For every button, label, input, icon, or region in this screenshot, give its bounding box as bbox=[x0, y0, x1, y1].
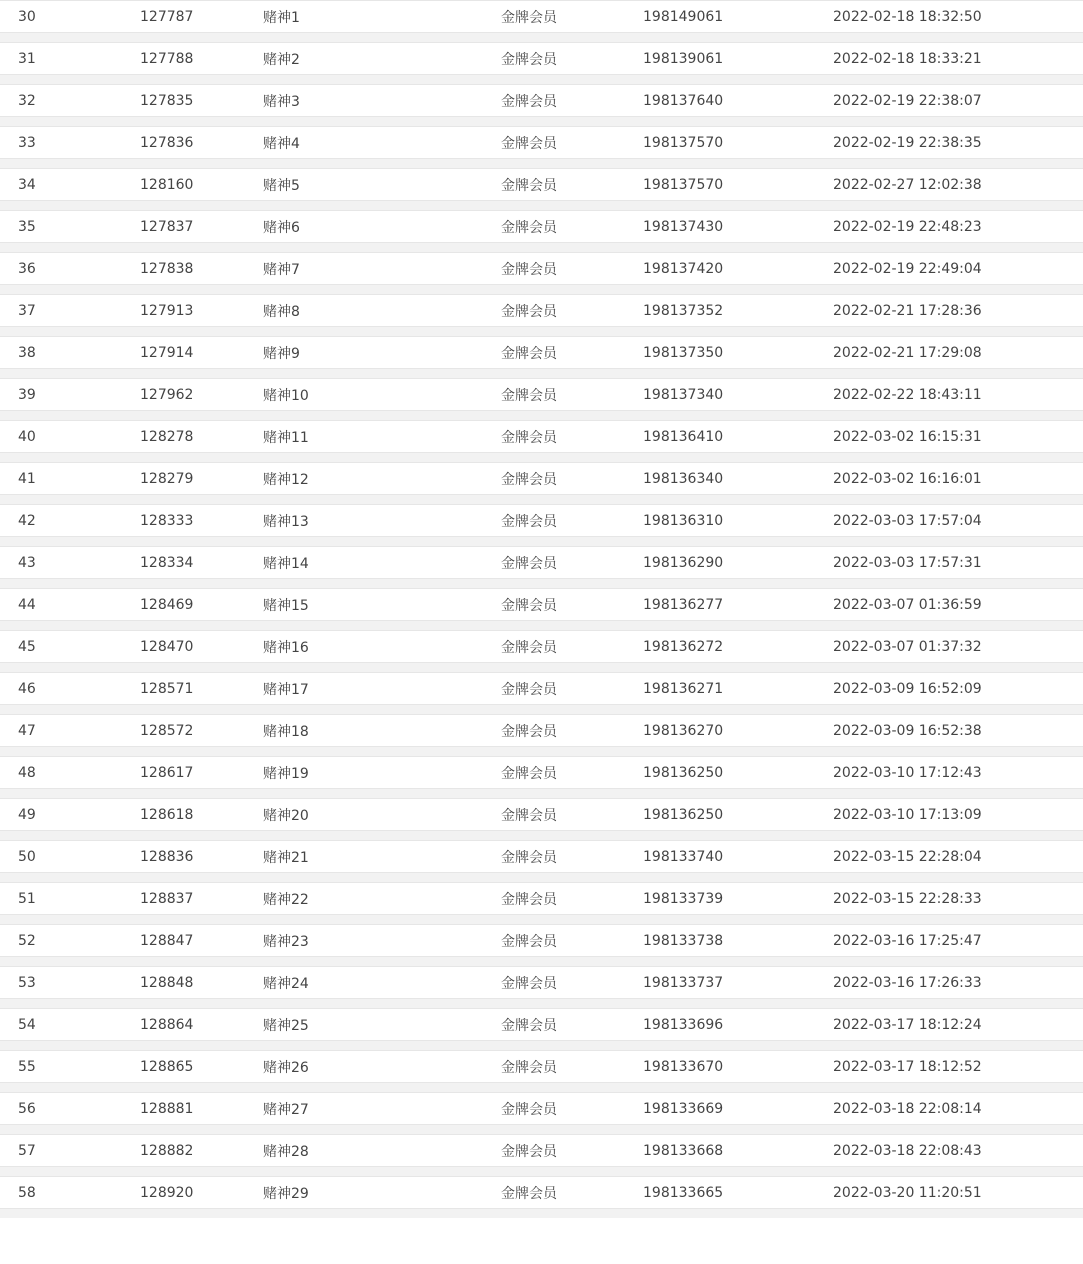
row-index-cell: 45 bbox=[0, 631, 140, 663]
timestamp-cell: 2022-03-09 16:52:09 bbox=[833, 673, 1083, 705]
member-level-cell: 金牌会员 bbox=[501, 1, 643, 33]
user-id-cell: 127835 bbox=[140, 85, 263, 117]
amount-cell: 198136270 bbox=[643, 715, 833, 747]
username-cell: 赌神24 bbox=[263, 967, 501, 999]
row-separator bbox=[0, 621, 1083, 631]
timestamp-cell: 2022-03-15 22:28:04 bbox=[833, 841, 1083, 873]
user-id-cell: 128333 bbox=[140, 505, 263, 537]
table-row bbox=[0, 925, 1083, 957]
row-separator-cell bbox=[0, 999, 1083, 1009]
member-level-cell: 金牌会员 bbox=[501, 253, 643, 285]
username-cell: 赌神1 bbox=[263, 1, 501, 33]
username-cell: 赌神13 bbox=[263, 505, 501, 537]
row-separator-cell bbox=[0, 1167, 1083, 1177]
member-level-cell: 金牌会员 bbox=[501, 925, 643, 957]
member-level-cell: 金牌会员 bbox=[501, 1177, 643, 1209]
row-separator bbox=[0, 327, 1083, 337]
user-id-cell: 128837 bbox=[140, 883, 263, 915]
amount-cell: 198133668 bbox=[643, 1135, 833, 1167]
row-separator-cell bbox=[0, 915, 1083, 925]
row-index-cell: 58 bbox=[0, 1177, 140, 1209]
user-id-cell: 128881 bbox=[140, 1093, 263, 1125]
table-row bbox=[0, 841, 1083, 873]
table-row bbox=[0, 505, 1083, 537]
row-separator bbox=[0, 75, 1083, 85]
member-level-cell: 金牌会员 bbox=[501, 211, 643, 243]
table-row bbox=[0, 421, 1083, 453]
amount-cell: 198136271 bbox=[643, 673, 833, 705]
username-cell: 赌神21 bbox=[263, 841, 501, 873]
user-id-cell: 127913 bbox=[140, 295, 263, 327]
table-row bbox=[0, 1, 1083, 33]
row-separator-cell bbox=[0, 705, 1083, 715]
amount-cell: 198133740 bbox=[643, 841, 833, 873]
amount-cell: 198139061 bbox=[643, 43, 833, 75]
username-cell: 赌神16 bbox=[263, 631, 501, 663]
member-level-cell: 金牌会员 bbox=[501, 379, 643, 411]
row-separator-cell bbox=[0, 75, 1083, 85]
amount-cell: 198136250 bbox=[643, 799, 833, 831]
timestamp-cell: 2022-03-02 16:15:31 bbox=[833, 421, 1083, 453]
table-row bbox=[0, 127, 1083, 159]
row-separator-cell bbox=[0, 243, 1083, 253]
table-row bbox=[0, 631, 1083, 663]
user-id-cell: 128920 bbox=[140, 1177, 263, 1209]
row-separator-cell bbox=[0, 789, 1083, 799]
table-row bbox=[0, 169, 1083, 201]
user-id-cell: 128278 bbox=[140, 421, 263, 453]
table-row bbox=[0, 1135, 1083, 1167]
user-id-cell: 127787 bbox=[140, 1, 263, 33]
member-level-cell: 金牌会员 bbox=[501, 547, 643, 579]
row-index-cell: 34 bbox=[0, 169, 140, 201]
member-level-cell: 金牌会员 bbox=[501, 1135, 643, 1167]
row-separator bbox=[0, 1167, 1083, 1177]
member-level-cell: 金牌会员 bbox=[501, 127, 643, 159]
amount-cell: 198133696 bbox=[643, 1009, 833, 1041]
table-row bbox=[0, 883, 1083, 915]
row-separator bbox=[0, 411, 1083, 421]
row-index-cell: 36 bbox=[0, 253, 140, 285]
table-row bbox=[0, 1009, 1083, 1041]
timestamp-cell: 2022-03-16 17:26:33 bbox=[833, 967, 1083, 999]
amount-cell: 198133737 bbox=[643, 967, 833, 999]
table-row bbox=[0, 337, 1083, 369]
row-index-cell: 44 bbox=[0, 589, 140, 621]
user-id-cell: 128865 bbox=[140, 1051, 263, 1083]
username-cell: 赌神11 bbox=[263, 421, 501, 453]
amount-cell: 198136310 bbox=[643, 505, 833, 537]
row-separator-cell bbox=[0, 201, 1083, 211]
username-cell: 赌神5 bbox=[263, 169, 501, 201]
user-id-cell: 127914 bbox=[140, 337, 263, 369]
timestamp-cell: 2022-03-07 01:37:32 bbox=[833, 631, 1083, 663]
timestamp-cell: 2022-03-16 17:25:47 bbox=[833, 925, 1083, 957]
row-separator bbox=[0, 453, 1083, 463]
member-level-cell: 金牌会员 bbox=[501, 1009, 643, 1041]
row-separator-cell bbox=[0, 117, 1083, 127]
user-id-cell: 127788 bbox=[140, 43, 263, 75]
table-row bbox=[0, 967, 1083, 999]
table-row bbox=[0, 547, 1083, 579]
row-separator-cell bbox=[0, 1125, 1083, 1135]
username-cell: 赌神17 bbox=[263, 673, 501, 705]
row-index-cell: 39 bbox=[0, 379, 140, 411]
username-cell: 赌神15 bbox=[263, 589, 501, 621]
row-separator bbox=[0, 1125, 1083, 1135]
row-separator bbox=[0, 915, 1083, 925]
row-index-cell: 52 bbox=[0, 925, 140, 957]
row-index-cell: 57 bbox=[0, 1135, 140, 1167]
table-row bbox=[0, 757, 1083, 789]
row-separator bbox=[0, 285, 1083, 295]
member-level-cell: 金牌会员 bbox=[501, 463, 643, 495]
user-id-cell: 127837 bbox=[140, 211, 263, 243]
row-index-cell: 43 bbox=[0, 547, 140, 579]
amount-cell: 198136277 bbox=[643, 589, 833, 621]
row-separator bbox=[0, 159, 1083, 169]
timestamp-cell: 2022-02-19 22:38:35 bbox=[833, 127, 1083, 159]
username-cell: 赌神20 bbox=[263, 799, 501, 831]
user-id-cell: 128617 bbox=[140, 757, 263, 789]
row-separator-cell bbox=[0, 327, 1083, 337]
timestamp-cell: 2022-03-10 17:13:09 bbox=[833, 799, 1083, 831]
row-separator bbox=[0, 537, 1083, 547]
timestamp-cell: 2022-03-03 17:57:04 bbox=[833, 505, 1083, 537]
member-level-cell: 金牌会员 bbox=[501, 673, 643, 705]
member-level-cell: 金牌会员 bbox=[501, 715, 643, 747]
row-separator bbox=[0, 663, 1083, 673]
user-id-cell: 127838 bbox=[140, 253, 263, 285]
row-separator-cell bbox=[0, 537, 1083, 547]
amount-cell: 198137420 bbox=[643, 253, 833, 285]
row-separator bbox=[0, 1209, 1083, 1219]
row-index-cell: 37 bbox=[0, 295, 140, 327]
row-separator bbox=[0, 201, 1083, 211]
row-separator bbox=[0, 1041, 1083, 1051]
user-id-cell: 128572 bbox=[140, 715, 263, 747]
row-index-cell: 53 bbox=[0, 967, 140, 999]
table-row bbox=[0, 253, 1083, 285]
table-row bbox=[0, 715, 1083, 747]
amount-cell: 198137430 bbox=[643, 211, 833, 243]
amount-cell: 198137640 bbox=[643, 85, 833, 117]
username-cell: 赌神14 bbox=[263, 547, 501, 579]
member-level-cell: 金牌会员 bbox=[501, 631, 643, 663]
timestamp-cell: 2022-03-02 16:16:01 bbox=[833, 463, 1083, 495]
username-cell: 赌神25 bbox=[263, 1009, 501, 1041]
timestamp-cell: 2022-02-19 22:38:07 bbox=[833, 85, 1083, 117]
row-separator bbox=[0, 705, 1083, 715]
username-cell: 赌神12 bbox=[263, 463, 501, 495]
row-separator-cell bbox=[0, 285, 1083, 295]
timestamp-cell: 2022-02-19 22:49:04 bbox=[833, 253, 1083, 285]
timestamp-cell: 2022-03-09 16:52:38 bbox=[833, 715, 1083, 747]
amount-cell: 198136250 bbox=[643, 757, 833, 789]
row-index-cell: 42 bbox=[0, 505, 140, 537]
row-separator-cell bbox=[0, 33, 1083, 43]
table-row bbox=[0, 589, 1083, 621]
row-index-cell: 55 bbox=[0, 1051, 140, 1083]
table-row bbox=[0, 1051, 1083, 1083]
user-id-cell: 128571 bbox=[140, 673, 263, 705]
timestamp-cell: 2022-02-18 18:33:21 bbox=[833, 43, 1083, 75]
user-id-cell: 128864 bbox=[140, 1009, 263, 1041]
timestamp-cell: 2022-02-27 12:02:38 bbox=[833, 169, 1083, 201]
member-level-cell: 金牌会员 bbox=[501, 799, 643, 831]
amount-cell: 198137570 bbox=[643, 127, 833, 159]
table-row bbox=[0, 1093, 1083, 1125]
timestamp-cell: 2022-02-18 18:32:50 bbox=[833, 1, 1083, 33]
amount-cell: 198133739 bbox=[643, 883, 833, 915]
amount-cell: 198133669 bbox=[643, 1093, 833, 1125]
timestamp-cell: 2022-02-21 17:29:08 bbox=[833, 337, 1083, 369]
member-level-cell: 金牌会员 bbox=[501, 505, 643, 537]
username-cell: 赌神2 bbox=[263, 43, 501, 75]
timestamp-cell: 2022-03-20 11:20:51 bbox=[833, 1177, 1083, 1209]
row-separator-cell bbox=[0, 663, 1083, 673]
member-level-cell: 金牌会员 bbox=[501, 967, 643, 999]
username-cell: 赌神7 bbox=[263, 253, 501, 285]
amount-cell: 198136290 bbox=[643, 547, 833, 579]
timestamp-cell: 2022-03-07 01:36:59 bbox=[833, 589, 1083, 621]
username-cell: 赌神19 bbox=[263, 757, 501, 789]
username-cell: 赌神10 bbox=[263, 379, 501, 411]
username-cell: 赌神8 bbox=[263, 295, 501, 327]
amount-cell: 198136272 bbox=[643, 631, 833, 663]
row-separator-cell bbox=[0, 747, 1083, 757]
row-separator-cell bbox=[0, 369, 1083, 379]
row-index-cell: 51 bbox=[0, 883, 140, 915]
timestamp-cell: 2022-02-22 18:43:11 bbox=[833, 379, 1083, 411]
row-index-cell: 38 bbox=[0, 337, 140, 369]
row-separator-cell bbox=[0, 159, 1083, 169]
table-row bbox=[0, 295, 1083, 327]
row-index-cell: 31 bbox=[0, 43, 140, 75]
amount-cell: 198133670 bbox=[643, 1051, 833, 1083]
username-cell: 赌神22 bbox=[263, 883, 501, 915]
row-index-cell: 47 bbox=[0, 715, 140, 747]
timestamp-cell: 2022-03-03 17:57:31 bbox=[833, 547, 1083, 579]
row-index-cell: 30 bbox=[0, 1, 140, 33]
member-level-cell: 金牌会员 bbox=[501, 1051, 643, 1083]
user-id-cell: 128469 bbox=[140, 589, 263, 621]
member-level-cell: 金牌会员 bbox=[501, 169, 643, 201]
amount-cell: 198149061 bbox=[643, 1, 833, 33]
row-index-cell: 40 bbox=[0, 421, 140, 453]
row-index-cell: 35 bbox=[0, 211, 140, 243]
user-id-cell: 127836 bbox=[140, 127, 263, 159]
username-cell: 赌神9 bbox=[263, 337, 501, 369]
member-level-cell: 金牌会员 bbox=[501, 43, 643, 75]
row-separator-cell bbox=[0, 957, 1083, 967]
row-separator bbox=[0, 999, 1083, 1009]
amount-cell: 198133738 bbox=[643, 925, 833, 957]
table-row bbox=[0, 379, 1083, 411]
username-cell: 赌神23 bbox=[263, 925, 501, 957]
row-separator bbox=[0, 747, 1083, 757]
member-level-cell: 金牌会员 bbox=[501, 295, 643, 327]
row-separator-cell bbox=[0, 453, 1083, 463]
row-separator bbox=[0, 873, 1083, 883]
table-row bbox=[0, 1177, 1083, 1209]
user-id-cell: 128847 bbox=[140, 925, 263, 957]
amount-cell: 198136410 bbox=[643, 421, 833, 453]
row-separator bbox=[0, 1083, 1083, 1093]
row-separator-cell bbox=[0, 1209, 1083, 1219]
timestamp-cell: 2022-03-10 17:12:43 bbox=[833, 757, 1083, 789]
row-separator bbox=[0, 495, 1083, 505]
row-index-cell: 56 bbox=[0, 1093, 140, 1125]
member-level-cell: 金牌会员 bbox=[501, 1093, 643, 1125]
user-id-cell: 127962 bbox=[140, 379, 263, 411]
row-separator-cell bbox=[0, 1083, 1083, 1093]
member-level-cell: 金牌会员 bbox=[501, 85, 643, 117]
user-id-cell: 128618 bbox=[140, 799, 263, 831]
member-level-cell: 金牌会员 bbox=[501, 337, 643, 369]
member-level-cell: 金牌会员 bbox=[501, 841, 643, 873]
username-cell: 赌神29 bbox=[263, 1177, 501, 1209]
username-cell: 赌神4 bbox=[263, 127, 501, 159]
row-separator bbox=[0, 243, 1083, 253]
table-row bbox=[0, 799, 1083, 831]
timestamp-cell: 2022-03-17 18:12:24 bbox=[833, 1009, 1083, 1041]
amount-cell: 198137352 bbox=[643, 295, 833, 327]
member-level-cell: 金牌会员 bbox=[501, 589, 643, 621]
username-cell: 赌神18 bbox=[263, 715, 501, 747]
user-id-cell: 128334 bbox=[140, 547, 263, 579]
timestamp-cell: 2022-03-17 18:12:52 bbox=[833, 1051, 1083, 1083]
amount-cell: 198137350 bbox=[643, 337, 833, 369]
table-row bbox=[0, 43, 1083, 75]
row-index-cell: 46 bbox=[0, 673, 140, 705]
row-separator bbox=[0, 117, 1083, 127]
table-row bbox=[0, 463, 1083, 495]
row-separator-cell bbox=[0, 1041, 1083, 1051]
row-separator-cell bbox=[0, 579, 1083, 589]
username-cell: 赌神27 bbox=[263, 1093, 501, 1125]
username-cell: 赌神26 bbox=[263, 1051, 501, 1083]
user-id-cell: 128160 bbox=[140, 169, 263, 201]
user-id-cell: 128848 bbox=[140, 967, 263, 999]
amount-cell: 198136340 bbox=[643, 463, 833, 495]
member-table-body bbox=[0, 1, 1083, 1219]
row-index-cell: 33 bbox=[0, 127, 140, 159]
username-cell: 赌神6 bbox=[263, 211, 501, 243]
user-id-cell: 128470 bbox=[140, 631, 263, 663]
row-separator bbox=[0, 957, 1083, 967]
user-id-cell: 128836 bbox=[140, 841, 263, 873]
timestamp-cell: 2022-03-18 22:08:43 bbox=[833, 1135, 1083, 1167]
timestamp-cell: 2022-02-19 22:48:23 bbox=[833, 211, 1083, 243]
row-separator bbox=[0, 369, 1083, 379]
member-level-cell: 金牌会员 bbox=[501, 757, 643, 789]
timestamp-cell: 2022-03-15 22:28:33 bbox=[833, 883, 1083, 915]
amount-cell: 198137570 bbox=[643, 169, 833, 201]
timestamp-cell: 2022-03-18 22:08:14 bbox=[833, 1093, 1083, 1125]
row-separator bbox=[0, 579, 1083, 589]
row-index-cell: 54 bbox=[0, 1009, 140, 1041]
row-separator-cell bbox=[0, 831, 1083, 841]
row-index-cell: 32 bbox=[0, 85, 140, 117]
row-separator bbox=[0, 831, 1083, 841]
user-id-cell: 128279 bbox=[140, 463, 263, 495]
row-separator-cell bbox=[0, 873, 1083, 883]
row-separator-cell bbox=[0, 495, 1083, 505]
row-index-cell: 50 bbox=[0, 841, 140, 873]
row-separator-cell bbox=[0, 621, 1083, 631]
member-level-cell: 金牌会员 bbox=[501, 883, 643, 915]
user-id-cell: 128882 bbox=[140, 1135, 263, 1167]
row-index-cell: 49 bbox=[0, 799, 140, 831]
table-row bbox=[0, 211, 1083, 243]
table-row bbox=[0, 85, 1083, 117]
table-row bbox=[0, 673, 1083, 705]
timestamp-cell: 2022-02-21 17:28:36 bbox=[833, 295, 1083, 327]
row-separator-cell bbox=[0, 411, 1083, 421]
amount-cell: 198137340 bbox=[643, 379, 833, 411]
username-cell: 赌神28 bbox=[263, 1135, 501, 1167]
row-separator bbox=[0, 789, 1083, 799]
member-level-cell: 金牌会员 bbox=[501, 421, 643, 453]
username-cell: 赌神3 bbox=[263, 85, 501, 117]
row-separator bbox=[0, 33, 1083, 43]
row-index-cell: 41 bbox=[0, 463, 140, 495]
amount-cell: 198133665 bbox=[643, 1177, 833, 1209]
row-index-cell: 48 bbox=[0, 757, 140, 789]
